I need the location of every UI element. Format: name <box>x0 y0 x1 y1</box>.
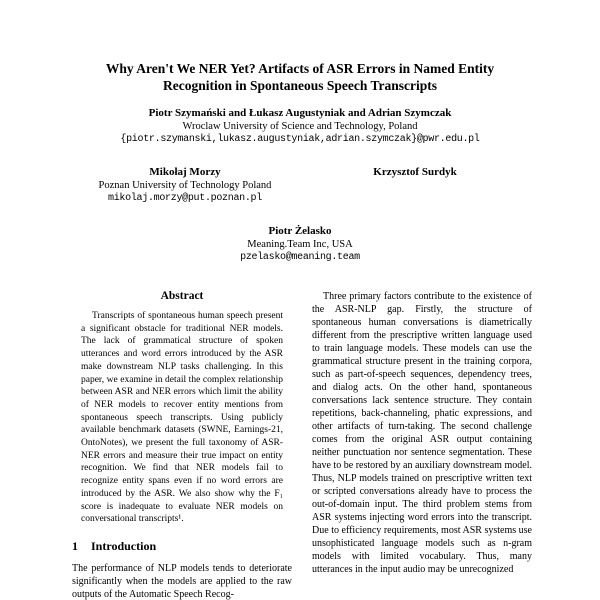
author-name-group-4: Piotr Żelasko <box>268 225 332 237</box>
author-group-3 <box>300 166 530 205</box>
paper-title: Why Aren't We NER Yet? Artifacts of ASR Errors in Named Entity Recognition in Spontaneous Speech Transcripts <box>105 61 495 93</box>
author-affiliation-group-2: Poznan University of Technology Poland <box>98 180 272 191</box>
section-heading-introduction <box>72 539 292 554</box>
author-names-group-1: Piotr Szymański and Łukasz Augustyniak and Adrian Szymczak <box>148 107 452 119</box>
left-column <box>72 290 292 600</box>
abstract-text: Transcripts of spontaneous human speech present a significant obstacle for traditional NER models. The lack of grammatical structure of spoken utterances and word errors introduced by the ASR make downstream NLP tasks challenging. In this paper, we examine in detail the complex relationship between ASR and NER errors which limit the ability of NER models to recover entity mentions from spontaneous speech transcripts. Using publicly available benchmark datasets (SWNE, Earnings-21, OntoNotes), we present the full taxonomy of ASR-NER errors and measure their true impact on entity recognition. We find that NER models fail to recognize entity spans even if no word errors are introduced by the ASR. We also show why the F₁ score is inadequate to evaluate NER models on conversational transcripts¹. <box>81 311 283 525</box>
introduction-paragraph: The performance of NLP models tends to deteriorate significantly when the models are applied to the raw outputs of the Automatic Speech Recog- <box>72 562 292 600</box>
author-email-group-2: mikolaj.morzy@put.poznan.pl <box>108 193 262 204</box>
section-number: 1 <box>72 538 78 553</box>
abstract-heading: Abstract <box>160 290 204 302</box>
author-group-1 <box>0 107 600 146</box>
two-column-body <box>0 290 600 600</box>
author-group-4 <box>0 225 600 264</box>
author-affiliation-group-1: Wroclaw University of Science and Technology, Poland <box>182 121 418 132</box>
author-email-group-4: pzelasko@meaning.team <box>240 252 360 263</box>
right-column <box>312 290 532 600</box>
author-email-group-1: {piotr.szymanski,lukasz.augustyniak,adrian.szymczak}@pwr.edu.pl <box>120 134 480 145</box>
section-title: Introduction <box>91 538 157 553</box>
author-affiliation-group-4: Meaning.Team Inc, USA <box>247 239 353 250</box>
author-row-2 <box>0 166 600 205</box>
author-group-2 <box>70 166 300 205</box>
author-name-group-3: Krzysztof Surdyk <box>373 166 457 178</box>
author-name-group-2: Mikołaj Morzy <box>149 166 221 178</box>
right-column-paragraph: Three primary factors contribute to the existence of the ASR-NLP gap. Firstly, the structure of spontaneous human conversations is diametrically different from the prescriptive written language used to train language models. These models can use the grammatical structure present in the training corpora, such as part-of-speech sequences, dependency trees, and dialog acts. On the other hand, spontaneous conversations lack sentence structure. They contain repetitions, back-channeling, phatic expressions, and other artifacts of turn-taking. The second challenge comes from the original ASR output containing neither punctuation nor sentence segmentation. These have to be restored by an auxiliary downstream model. Thus, NLP models trained on prescriptive written text or scripted conversations already have to process the out-of-domain input. The third problem stems from ASR systems injecting word errors into the transcript. Due to efficiency requirements, most ASR systems use unsophisticated language models such as n-gram models with limited vocabulary. Thus, many utterances in the input audio may be unrecognized <box>312 291 532 575</box>
